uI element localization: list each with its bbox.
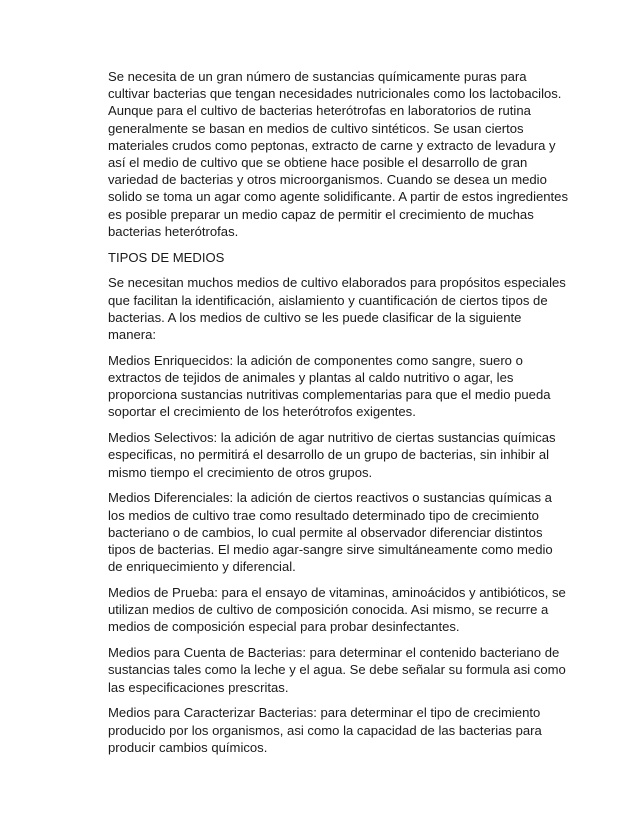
text-line: cultivar bacterias que tengan necesidades nutricionales como los lactobacilos. (108, 86, 562, 102)
text-line: tipos de bacterias. El medio agar-sangre sirve simultáneamente como medio (108, 542, 553, 558)
paragraph-test-media (108, 584, 566, 636)
text-line: Medios para Cuenta de Bacterias: para determinar el contenido bacteriano de (108, 645, 560, 661)
text-line: los medios de cultivo trae como resultado determinado tipo de crecimiento (108, 507, 539, 523)
text-line: así el medio de cultivo que se obtiene hace posible el desarrollo de gran (108, 155, 528, 171)
text-line: Medios para Caracterizar Bacterias: para determinar el tipo de crecimiento (108, 705, 541, 721)
paragraph-types-intro (108, 274, 566, 343)
text-line: utilizan medios de cultivo de composición conocida. Asi mismo, se recurre a (108, 602, 549, 618)
text-line: medios de composición especial para probar desinfectantes. (108, 619, 460, 635)
text-line: Aunque para el cultivo de bacterias heterótrofas en laboratorios de rutina (108, 103, 531, 119)
paragraph-enriched-media (108, 352, 553, 421)
text-line: Medios de Prueba: para el ensayo de vitaminas, aminoácidos y antibióticos, se (108, 585, 566, 601)
text-line: sustancias tales como la leche y el agua. Se debe señalar su formula asi como (108, 662, 566, 678)
text-line: Medios Selectivos: la adición de agar nutritivo de ciertas sustancias químicas (108, 430, 556, 446)
paragraph-characterize-media (108, 704, 553, 756)
paragraph-intro (108, 68, 569, 240)
text-line: Se necesita de un gran número de sustancias químicamente puras para (108, 69, 527, 84)
text-line: Medios Enriquecidos: la adición de componentes como sangre, suero o (108, 352, 523, 368)
text-line: mismo tiempo el crecimiento de otros grupos. (108, 464, 373, 480)
text-line: soportar el crecimiento de los heterótrofos exigentes. (108, 404, 416, 420)
text-line: proporciona sustancias nutritivas complementarias para que el medio pueda (108, 387, 551, 403)
text-line: materiales crudos como peptonas, extracto de carne y extracto de levadura y (108, 137, 556, 153)
paragraph-differential-media (108, 489, 553, 575)
text-line: especificas, no permitirá el desarrollo de un grupo de bacterias, sin inhibir al (108, 447, 550, 463)
paragraph-count-media (108, 644, 566, 696)
text-line: producido por los organismos, asi como la capacidad de las bacterias para (108, 722, 542, 738)
text-line: variedad de bacterias y otros microorganismos. Cuando se desea un medio (108, 172, 547, 188)
text-line: es posible preparar un medio capaz de permitir el crecimiento de muchas (108, 206, 534, 222)
document-page (108, 68, 569, 765)
text-line: bacterias. A los medios de cultivo se les puede clasificar de la siguiente (108, 309, 522, 325)
section-heading (108, 249, 553, 266)
text-line: que facilitan la identificación, aislamiento y cuantificación de ciertos tipos de (108, 292, 548, 308)
text-line: generalmente se basan en medios de cultivo sintéticos. Se usan ciertos (108, 120, 524, 136)
text-line: producir cambios químicos. (108, 739, 268, 755)
text-line: Medios Diferenciales: la adición de ciertos reactivos o sustancias químicas a (108, 490, 552, 506)
text-line: Se necesitan muchos medios de cultivo elaborados para propósitos especiales (108, 275, 566, 291)
text-line: las especificaciones prescritas. (108, 679, 289, 695)
text-line: solido se toma un agar como agente solidificante. A partir de estos ingredientes (108, 189, 569, 205)
text-line: extractos de tejidos de animales y plantas al caldo nutritivo o agar, les (108, 370, 514, 386)
text-line: bacteriano o de cambios, lo cual permite al observador diferenciar distintos (108, 524, 543, 540)
heading-text: TIPOS DE MEDIOS (108, 249, 225, 265)
text-line: bacterias heterótrofas. (108, 223, 239, 239)
text-line: de enriquecimiento y diferencial. (108, 559, 296, 575)
paragraph-selective-media (108, 429, 556, 481)
text-line: manera: (108, 327, 157, 343)
